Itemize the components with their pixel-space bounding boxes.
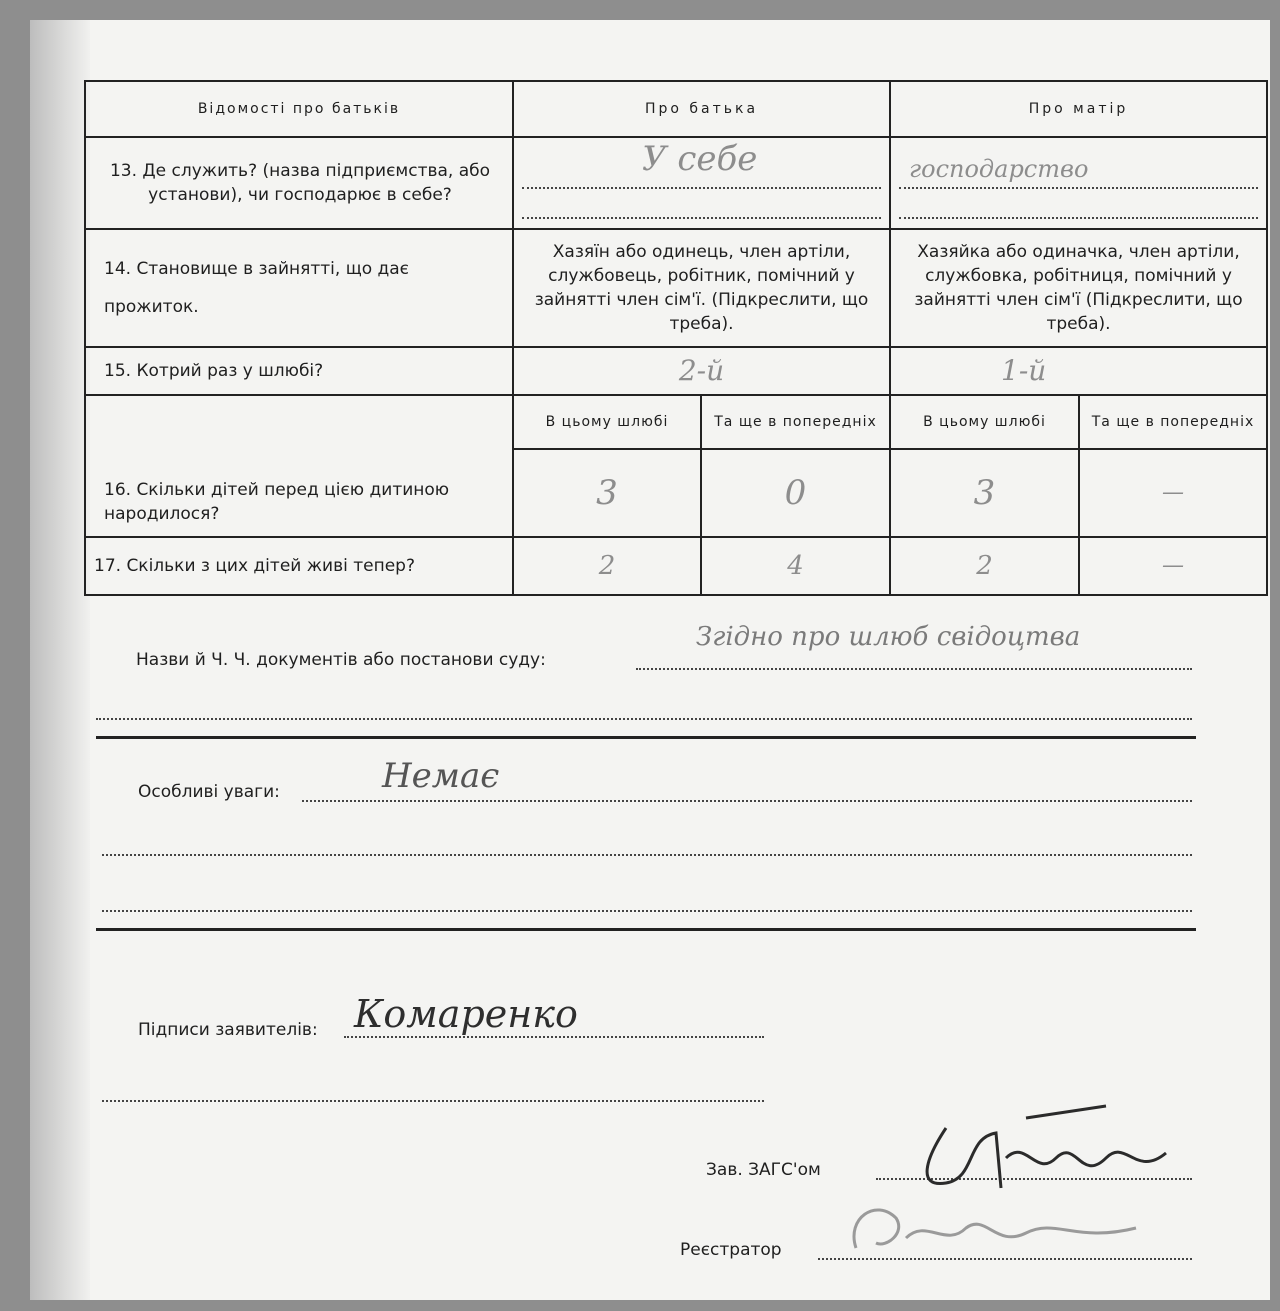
q15-label: 15. Котрий раз у шлюбі? <box>85 347 513 395</box>
docs-label: Назви й Ч. Ч. документів або постанови суду: <box>136 650 546 670</box>
q13-mother-cell <box>890 137 1267 229</box>
header-mother: Про матір <box>890 81 1267 137</box>
docs-value: Згідно про шлюб свідоцтва <box>696 622 1081 652</box>
q14-mother-options: Хазяйка або одиначка, член артіли, службовка, робітниця, помічний у зайнятті член сім'ї (Підкреслити, що треба). <box>890 229 1267 347</box>
q16-mother-prev: — <box>1079 449 1267 537</box>
q15-mother-value: 1-й <box>890 347 1267 395</box>
q13-mother-value: господарство <box>899 147 1258 189</box>
q16-sub-mother-this: В цьому шлюбі <box>890 395 1079 449</box>
q17-label: 17. Скільки з цих дітей живі тепер? <box>85 537 513 595</box>
row-13 <box>85 137 1267 229</box>
row-16-sub <box>85 395 1267 449</box>
q16-father-this: 3 <box>513 449 701 537</box>
q14-father-options: Хазяїн або одинець, член артіли, службовець, робітник, помічний у зайнятті член сім'ї. (Підкреслити, що треба). <box>513 229 890 347</box>
signatures-line-2 <box>102 1100 764 1102</box>
q17-father-this: 2 <box>513 537 701 595</box>
registrar-signature <box>836 1188 1156 1268</box>
q13-father-cell <box>513 137 890 229</box>
row-17 <box>85 537 1267 595</box>
row-15 <box>85 347 1267 395</box>
q17-father-prev: 4 <box>701 537 890 595</box>
registrar-label: Реєстратор <box>680 1240 782 1260</box>
q16-father-prev: 0 <box>701 449 890 537</box>
q17-mother-prev: — <box>1079 537 1267 595</box>
table-header <box>85 81 1267 137</box>
q14-label: 14. Становище в зайнятті, що дає прожиток. <box>85 229 513 347</box>
notes-line-3 <box>102 910 1192 912</box>
notes-value: Немає <box>382 756 500 796</box>
notes-label: Особливі уваги: <box>138 782 280 802</box>
parents-table <box>84 80 1266 596</box>
header-parents-info: Відомості про батьків <box>85 81 513 137</box>
notes-line-1 <box>302 800 1192 802</box>
notes-rule <box>96 928 1196 931</box>
signatures-line-1 <box>344 1036 764 1038</box>
zags-label: Зав. ЗАГС'ом <box>706 1160 821 1180</box>
applicant-signature: Комаренко <box>354 992 578 1036</box>
docs-line-2 <box>96 718 1192 720</box>
q17-mother-this: 2 <box>890 537 1079 595</box>
q15-father-value: 2-й <box>513 347 890 395</box>
q13-father-value: У себе <box>522 147 881 189</box>
q13-father-line2 <box>522 189 881 219</box>
notes-line-2 <box>102 854 1192 856</box>
docs-rule <box>96 736 1196 739</box>
q16-label: 16. Скільки дітей перед цією дитиною народилося? <box>85 395 513 537</box>
q16-sub-mother-prev: Та ще в попередніх <box>1079 395 1267 449</box>
q13-label: 13. Де служить? (назва підприємства, або установи), чи господарює в себе? <box>85 137 513 229</box>
row-14 <box>85 229 1267 347</box>
q13-mother-line2 <box>899 189 1258 219</box>
q16-sub-father-this: В цьому шлюбі <box>513 395 701 449</box>
q16-mother-this: 3 <box>890 449 1079 537</box>
page-shadow <box>30 20 90 1300</box>
docs-line-1 <box>636 668 1192 670</box>
header-father: Про батька <box>513 81 890 137</box>
q16-sub-father-prev: Та ще в попередніх <box>701 395 890 449</box>
signatures-label: Підписи заявителів: <box>138 1020 318 1040</box>
